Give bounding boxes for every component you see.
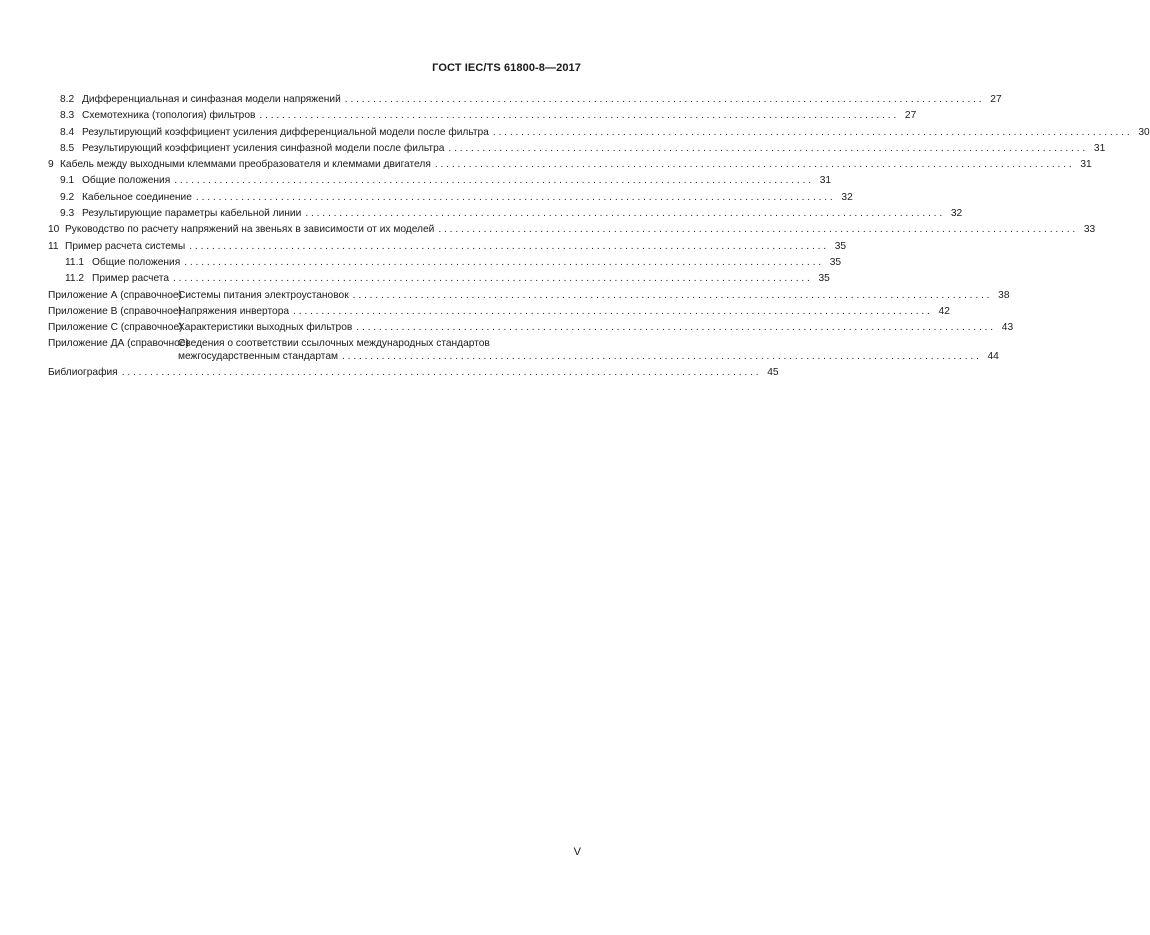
toc-title: Пример расчета <box>92 273 170 285</box>
toc-page: 31 <box>1080 159 1092 171</box>
toc-page: 38 <box>998 289 1010 301</box>
toc-appendix-label: Приложение ДА (справочное) <box>48 338 189 350</box>
toc-leader-dots <box>448 141 1085 157</box>
toc-title: Пример расчета системы <box>65 240 186 252</box>
toc-number: 11.2 <box>65 273 85 285</box>
toc-title: Системы питания электроустановок <box>178 289 349 301</box>
toc-number: 9.3 <box>60 208 75 220</box>
toc-page: 31 <box>819 175 832 187</box>
toc-entry-9[interactable] <box>48 157 1092 173</box>
toc-entry-appendix-b[interactable] <box>48 304 950 320</box>
toc-leader-dots <box>356 320 993 336</box>
toc-number: 9 <box>48 159 54 171</box>
toc-page: 31 <box>1093 142 1106 154</box>
toc-page: 30 <box>1138 126 1150 138</box>
toc-number: 8.4 <box>60 126 75 138</box>
toc-entry-10[interactable] <box>48 222 1096 238</box>
toc-title: Общие положения <box>82 175 171 187</box>
toc-appendix-label: Приложение А (справочное) <box>48 289 182 301</box>
toc-leader-dots <box>196 190 833 206</box>
toc-title: Сведения о соответствии ссылочных международных стандартов <box>178 338 490 350</box>
toc-page: 35 <box>829 256 842 268</box>
toc-leader-dots <box>353 288 990 304</box>
toc-title: Напряжения инвертора <box>178 305 290 317</box>
toc-entry-11-1[interactable] <box>48 255 842 271</box>
toc-page: 35 <box>834 240 847 252</box>
toc-entry-8-5[interactable] <box>48 141 1106 157</box>
toc-leader-dots <box>435 157 1072 173</box>
toc-leader-dots <box>259 108 896 124</box>
toc-appendix-label: Приложение С (справочное) <box>48 322 183 334</box>
toc-leader-dots <box>174 173 811 189</box>
toc-entry-bibliography[interactable] <box>48 365 779 381</box>
toc-number: 8.2 <box>60 94 75 105</box>
toc-title-line2 <box>178 351 999 363</box>
toc-entry-11-2[interactable] <box>48 271 830 287</box>
toc-entry-8-4[interactable] <box>48 125 1150 141</box>
toc-entry-appendix-a[interactable] <box>48 288 1010 304</box>
toc-page: 32 <box>841 191 853 203</box>
toc-entry-9-2[interactable] <box>48 190 853 206</box>
toc-title: Характеристики выходных фильтров <box>178 322 353 334</box>
toc-title: Общие положения <box>92 256 181 268</box>
toc-entry-11[interactable] <box>48 239 847 255</box>
toc-page: 35 <box>818 273 830 285</box>
toc-entry-8-3[interactable] <box>48 108 917 124</box>
toc-leader-dots <box>293 304 930 320</box>
toc-leader-dots <box>184 255 821 271</box>
toc-page: 27 <box>990 94 1002 105</box>
toc-page: 33 <box>1083 224 1096 236</box>
document-header: ГОСТ IEC/TS 61800-8—2017 <box>432 62 581 74</box>
toc-number: 11.1 <box>65 256 85 268</box>
toc-page: 43 <box>1001 322 1014 334</box>
toc-title: Кабельное соединение <box>82 191 192 203</box>
toc-title-continued: межгосударственным стандартам <box>178 350 338 362</box>
toc-number: 9.2 <box>60 191 75 203</box>
toc-page: 42 <box>938 305 950 317</box>
toc-leader-dots <box>342 351 979 363</box>
toc-leader-dots <box>173 271 810 287</box>
toc-multiline-title <box>178 338 999 363</box>
toc-leader-dots <box>305 206 942 222</box>
toc-title: Кабель между выходными клеммами преобразователя и клеммами двигателя <box>60 159 431 171</box>
toc-title: Дифференциальная и синфазная модели напряжений <box>82 94 341 105</box>
toc-leader-dots <box>438 222 1075 238</box>
toc-number: 8.5 <box>60 142 75 154</box>
toc-leader-dots <box>122 365 759 381</box>
toc-leader-dots <box>345 92 982 108</box>
page-number: V <box>573 846 581 858</box>
toc-title: Результирующие параметры кабельной линии <box>82 208 302 220</box>
toc-page: 27 <box>904 110 917 122</box>
toc-entry-appendix-da[interactable] <box>48 336 999 363</box>
toc-title: Схемотехника (топология) фильтров <box>82 110 256 122</box>
toc-page: 32 <box>950 208 963 220</box>
toc-page: 45 <box>767 367 779 379</box>
toc-entry-9-1[interactable] <box>48 173 832 189</box>
toc-title: Результирующий коэффициент усиления синфазной модели после фильтра <box>82 142 445 154</box>
toc-leader-dots <box>493 125 1130 141</box>
toc-number: 8.3 <box>60 110 75 122</box>
toc-entry-appendix-c[interactable] <box>48 320 1014 336</box>
toc-appendix-label: Приложение В (справочное) <box>48 305 182 317</box>
table-of-contents <box>48 92 1150 381</box>
toc-title: Руководство по расчету напряжений на звеньях в зависимости от их моделей <box>65 224 435 236</box>
toc-leader-dots <box>189 239 826 255</box>
toc-page: 44 <box>987 350 999 362</box>
toc-entry-8-2[interactable] <box>48 92 1002 108</box>
toc-number: 10 <box>48 224 60 236</box>
toc-number: 11 <box>48 240 59 252</box>
toc-entry-9-3[interactable] <box>48 206 963 222</box>
toc-title: Библиография <box>48 367 118 379</box>
toc-number: 9.1 <box>60 175 75 187</box>
toc-title: Результирующий коэффициент усиления дифференциальной модели после фильтра <box>82 126 489 138</box>
